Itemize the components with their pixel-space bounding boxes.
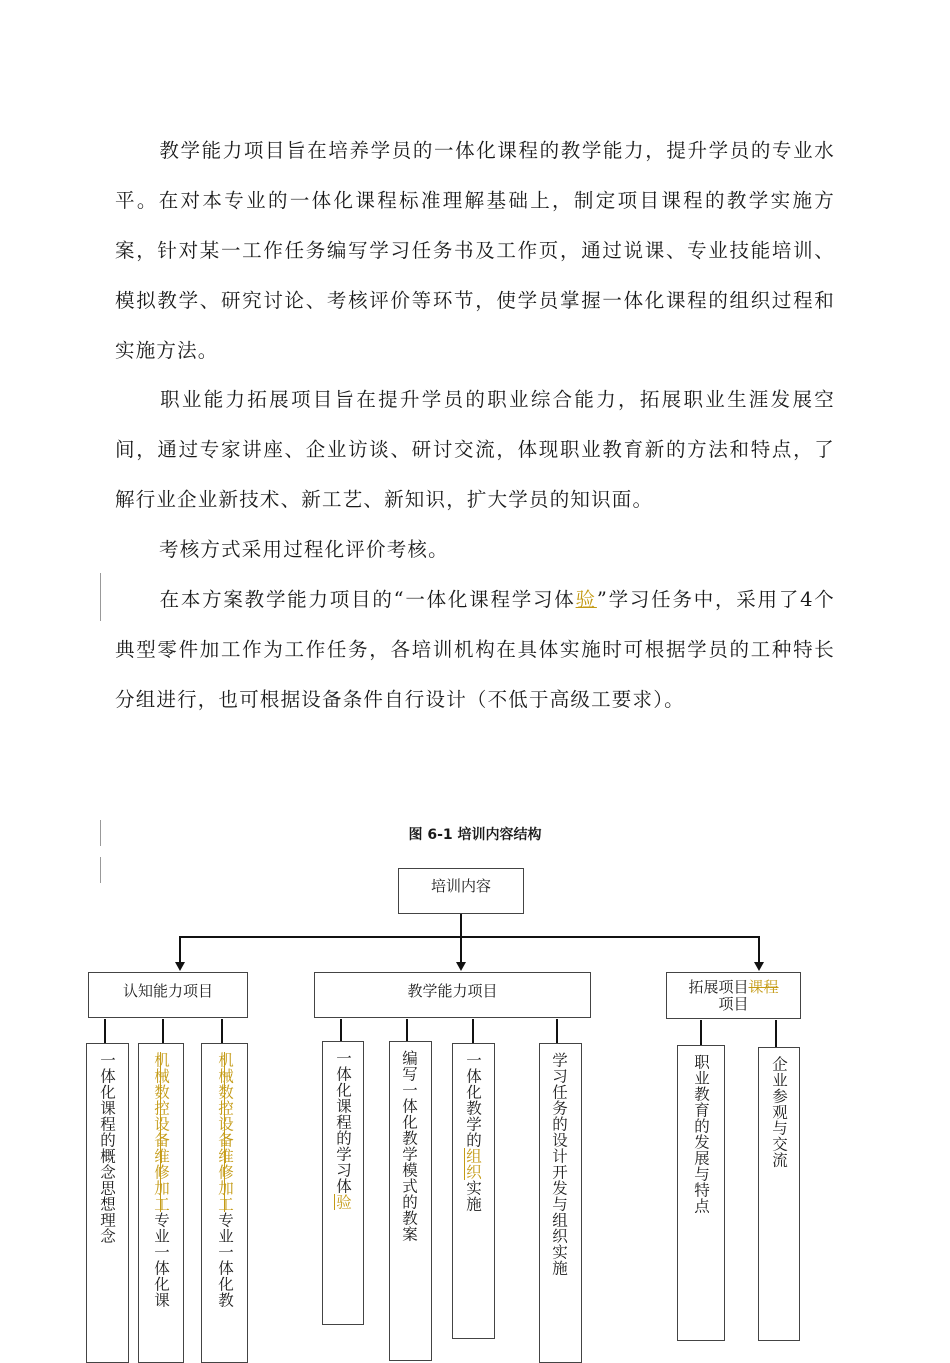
tracked-change-insert: 验: [334, 1194, 352, 1210]
leaf-lesson-plan: 编写一体化教学模式的教案: [389, 1041, 432, 1361]
tracked-change-delete: 课程: [748, 978, 779, 996]
arrow-right: [754, 962, 764, 971]
paragraph-typical-parts: 在本方案教学能力项目的“一体化课程学习体验”学习任务中，采用了4个典型零件加工作为工作任务，各培训机构在具体实施时可根据学员的工种特长分组进行，也可根据设备条件自行设计（不低于高级工要求）。: [115, 588, 835, 711]
connector-leaf: [340, 1019, 342, 1041]
connector-left-down: [179, 936, 181, 962]
arrow-middle: [456, 962, 466, 971]
figure-caption: 图 6-1 培训内容结构: [408, 827, 542, 843]
node-expansion: 拓展项目课程 项目: [666, 972, 801, 1019]
connector-leaf: [700, 1020, 702, 1045]
revision-bar: [100, 573, 101, 621]
connector-root-down: [460, 914, 462, 938]
leaf-course-2: 机械数控设备维修加工专业一体化教: [201, 1043, 248, 1363]
connector-leaf: [221, 1019, 223, 1043]
leaf-concept: 一体化课程的概念思想理念: [86, 1043, 129, 1363]
tracked-change-insert: 组织: [464, 1148, 482, 1180]
tracked-change-delete: 机械数控设备维修加工: [216, 1052, 234, 1212]
leaf-task-design: 学习任务的设计开发与组织实施: [539, 1043, 582, 1363]
paragraph-career-expansion: 职业能力拓展项目旨在提升学员的职业综合能力，拓展职业生涯发展空间，通过专家讲座、企业访谈、研讨交流，体现职业教育新的方法和特点，了解行业企业新技术、新工艺、新知识，扩大学员的知识面。: [115, 388, 835, 511]
arrow-left: [175, 962, 185, 971]
leaf-teaching-organization: 一体化教学的组织实施: [452, 1043, 495, 1339]
connector-leaf: [104, 1019, 106, 1043]
node-root: 培训内容: [398, 868, 524, 914]
tracked-change-insert: 验: [575, 588, 597, 611]
connector-leaf: [472, 1019, 474, 1043]
paragraph-teaching-ability: 教学能力项目旨在培养学员的一体化课程的教学能力，提升学员的专业水平。在对本专业的一体化课程标准理解基础上，制定项目课程的教学实施方案，针对某一工作任务编写学习任务书及工作页，通过说课、专业技能培训、模拟教学、研究讨论、考核评价等环节，使学员掌握一体化课程的组织过程和实施方法。: [115, 139, 835, 362]
revision-bar: [100, 857, 101, 883]
leaf-enterprise-visit: 企业参观与交流: [758, 1047, 800, 1341]
tracked-change-delete: 机械数控设备维修加工: [152, 1052, 170, 1212]
connector-leaf: [775, 1020, 777, 1047]
connector-leaf: [556, 1019, 558, 1043]
connector-horizontal: [179, 936, 760, 938]
connector-leaf: [162, 1019, 164, 1043]
connector-right-down: [758, 936, 760, 962]
node-cognitive-ability: 认知能力项目: [88, 972, 248, 1018]
leaf-learning-experience: 一体化课程的学习体验: [322, 1041, 364, 1325]
leaf-vocational-education: 职业教育的发展与特点: [677, 1045, 725, 1341]
leaf-course-1: 机械数控设备维修加工专业一体化课: [138, 1043, 184, 1363]
connector-middle-down: [460, 936, 462, 962]
paragraph-assessment: 考核方式采用过程化评价考核。: [159, 538, 449, 561]
connector-leaf: [406, 1019, 408, 1041]
node-teaching-ability: 教学能力项目: [314, 972, 591, 1018]
